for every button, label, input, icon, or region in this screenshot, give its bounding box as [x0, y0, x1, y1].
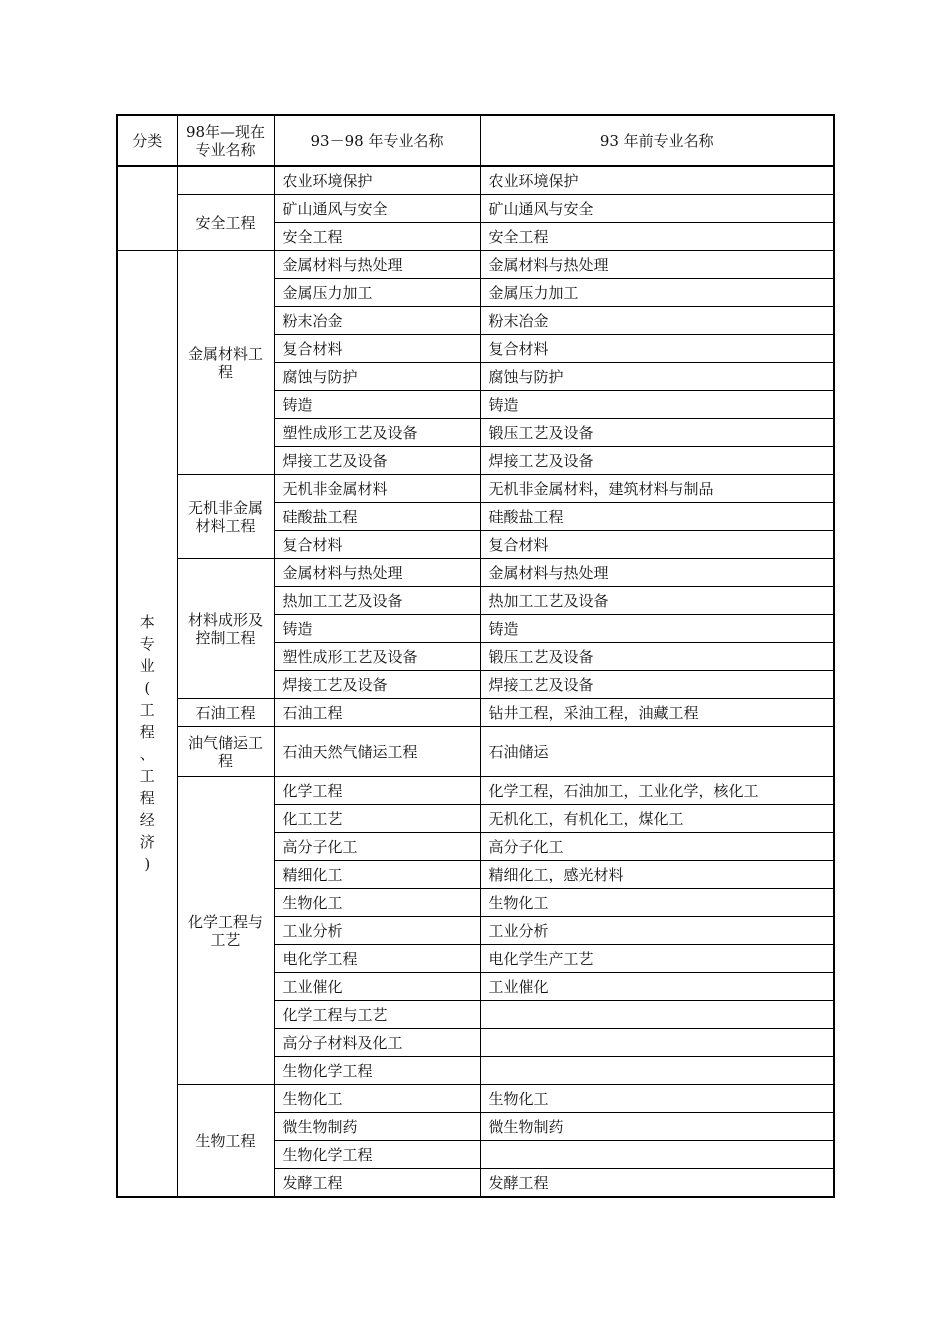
cell-pre93: 粉末冶金 [480, 307, 834, 335]
group-huaxue: 化学工程与工艺 [177, 777, 274, 1085]
cell-pre93: 硅酸盐工程 [480, 503, 834, 531]
cell-93-98: 硅酸盐工程 [274, 503, 480, 531]
cell-pre93 [480, 1057, 834, 1085]
header-row [117, 115, 834, 166]
cell-pre93: 无机化工，有机化工，煤化工 [480, 805, 834, 833]
category-char: 工 [139, 701, 155, 719]
cell-pre93: 焊接工艺及设备 [480, 447, 834, 475]
cell-pre93: 工业催化 [480, 973, 834, 1001]
cell-93-98: 化工工艺 [274, 805, 480, 833]
cell-93-98: 生物化工 [274, 889, 480, 917]
category-char: ) [144, 855, 151, 873]
cell-93-98: 铸造 [274, 615, 480, 643]
cell-93-98: 生物化学工程 [274, 1057, 480, 1085]
cell-93-98: 工业催化 [274, 973, 480, 1001]
cell-pre93: 复合材料 [480, 531, 834, 559]
cell-93-98: 金属材料与热处理 [274, 559, 480, 587]
cell-93-98: 石油天然气储运工程 [274, 727, 480, 777]
cell-pre93 [480, 1141, 834, 1169]
table-row [117, 251, 834, 279]
cell-93-98: 焊接工艺及设备 [274, 447, 480, 475]
category-char: 业 [139, 657, 155, 675]
cell-pre93: 金属压力加工 [480, 279, 834, 307]
cell-pre93: 无机非金属材料，建筑材料与制品 [480, 475, 834, 503]
cell-93-98: 化学工程 [274, 777, 480, 805]
cell-93-98: 化学工程与工艺 [274, 1001, 480, 1029]
header-current-name: 98年—现在专业名称 [177, 115, 274, 166]
group-youqi: 油气储运工程 [177, 727, 274, 777]
category-char: 程 [139, 723, 155, 741]
cell-pre93: 锻压工艺及设备 [480, 419, 834, 447]
cell-93-98: 发酵工程 [274, 1169, 480, 1198]
cell-93-98: 精细化工 [274, 861, 480, 889]
cell-93-98: 微生物制药 [274, 1113, 480, 1141]
cell-pre93: 矿山通风与安全 [480, 195, 834, 223]
cell-pre93: 复合材料 [480, 335, 834, 363]
table-row [117, 1085, 834, 1113]
cell-93-98: 金属压力加工 [274, 279, 480, 307]
category-cell-top [117, 166, 177, 251]
table-row [117, 195, 834, 223]
category-char: 经 [139, 811, 155, 829]
cell-pre93: 焊接工艺及设备 [480, 671, 834, 699]
category-char: 济 [139, 833, 155, 851]
table-row [117, 727, 834, 777]
group-wuji: 无机非金属材料工程 [177, 475, 274, 559]
cell-93-98: 铸造 [274, 391, 480, 419]
header-93-98-name: 93－98 年专业名称 [274, 115, 480, 166]
category-char: ( [144, 679, 151, 697]
group-shiyou: 石油工程 [177, 699, 274, 727]
cell-93-98: 安全工程 [274, 223, 480, 251]
cell-pre93: 发酵工程 [480, 1169, 834, 1198]
cell-pre93: 微生物制药 [480, 1113, 834, 1141]
cell-93-98: 无机非金属材料 [274, 475, 480, 503]
cell-93-98: 农业环境保护 [274, 166, 480, 195]
table-row [117, 777, 834, 805]
cell-93-98: 腐蚀与防护 [274, 363, 480, 391]
cell-pre93 [480, 1029, 834, 1057]
category-char: 专 [139, 635, 155, 653]
cell-pre93: 工业分析 [480, 917, 834, 945]
table-row [117, 559, 834, 587]
header-category: 分类 [117, 115, 177, 166]
cell-pre93: 石油储运 [480, 727, 834, 777]
cell-93-98: 高分子化工 [274, 833, 480, 861]
table-row [117, 166, 834, 195]
cell-93-98: 复合材料 [274, 531, 480, 559]
cell-93-98: 塑性成形工艺及设备 [274, 643, 480, 671]
category-char: 工 [139, 767, 155, 785]
cell-pre93: 安全工程 [480, 223, 834, 251]
cell-pre93: 精细化工，感光材料 [480, 861, 834, 889]
cell-pre93: 铸造 [480, 391, 834, 419]
cell-93-98: 高分子材料及化工 [274, 1029, 480, 1057]
cell-pre93: 锻压工艺及设备 [480, 643, 834, 671]
cell-93-98: 石油工程 [274, 699, 480, 727]
group-chengxing: 材料成形及控制工程 [177, 559, 274, 699]
group-shengwu: 生物工程 [177, 1085, 274, 1198]
cell-93-98: 工业分析 [274, 917, 480, 945]
cell-93-98: 复合材料 [274, 335, 480, 363]
cell-pre93: 高分子化工 [480, 833, 834, 861]
cell-pre93: 生物化工 [480, 889, 834, 917]
cell-93-98: 热加工工艺及设备 [274, 587, 480, 615]
cell-93-98: 粉末冶金 [274, 307, 480, 335]
cell-93-98: 生物化学工程 [274, 1141, 480, 1169]
cell-pre93: 金属材料与热处理 [480, 559, 834, 587]
cell-pre93: 铸造 [480, 615, 834, 643]
cell-pre93: 金属材料与热处理 [480, 251, 834, 279]
cell-pre93: 生物化工 [480, 1085, 834, 1113]
group-cell-blank [177, 166, 274, 195]
cell-pre93: 腐蚀与防护 [480, 363, 834, 391]
cell-93-98: 电化学工程 [274, 945, 480, 973]
category-char: 程 [139, 789, 155, 807]
cell-93-98: 塑性成形工艺及设备 [274, 419, 480, 447]
header-pre93-name: 93 年前专业名称 [480, 115, 834, 166]
cell-pre93: 化学工程，石油加工，工业化学，核化工 [480, 777, 834, 805]
cell-93-98: 生物化工 [274, 1085, 480, 1113]
cell-pre93: 电化学生产工艺 [480, 945, 834, 973]
group-jinshu: 金属材料工程 [177, 251, 274, 475]
category-char: 、 [139, 745, 155, 763]
major-mapping-table [116, 114, 835, 1198]
table-row [117, 699, 834, 727]
cell-93-98: 矿山通风与安全 [274, 195, 480, 223]
table-row [117, 475, 834, 503]
cell-pre93: 热加工工艺及设备 [480, 587, 834, 615]
cell-pre93: 钻井工程，采油工程，油藏工程 [480, 699, 834, 727]
category-char: 本 [139, 613, 155, 631]
cell-93-98: 焊接工艺及设备 [274, 671, 480, 699]
cell-pre93 [480, 1001, 834, 1029]
cell-pre93: 农业环境保护 [480, 166, 834, 195]
cell-93-98: 金属材料与热处理 [274, 251, 480, 279]
group-anquan: 安全工程 [177, 195, 274, 251]
category-cell-main [117, 251, 177, 1198]
